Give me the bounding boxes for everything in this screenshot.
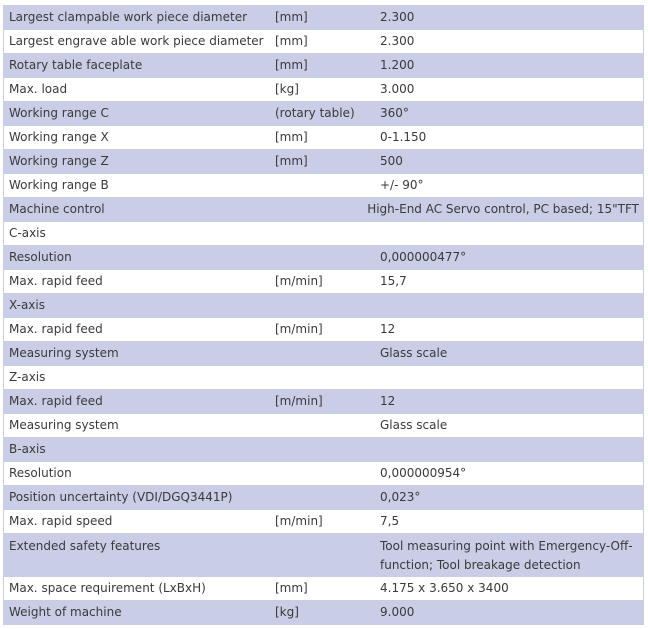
table-row-section-header <box>4 366 643 390</box>
table-row <box>4 534 643 577</box>
spec-label: Working range C <box>9 106 109 120</box>
spec-value: 15,7 <box>380 274 407 288</box>
spec-value: 12 <box>380 394 396 408</box>
table-row <box>4 601 643 625</box>
spec-table <box>3 5 644 625</box>
spec-label: Extended safety features <box>9 539 161 553</box>
spec-label: Largest clampable work piece diameter <box>9 10 248 24</box>
spec-unit: [kg] <box>275 82 299 96</box>
spec-label: Max. rapid feed <box>9 394 103 408</box>
table-row <box>4 54 643 78</box>
spec-label: Working range B <box>9 178 109 192</box>
spec-label: Max. rapid feed <box>9 274 103 288</box>
spec-label: C-axis <box>9 226 46 240</box>
spec-value: High-End AC Servo control, PC based; 15"TFT <box>367 202 639 216</box>
spec-unit: [kg] <box>275 605 299 619</box>
table-row <box>4 174 643 198</box>
spec-unit: [mm] <box>275 130 308 144</box>
spec-label: Max. rapid speed <box>9 514 113 528</box>
spec-label: B-axis <box>9 442 46 456</box>
spec-label: Largest engrave able work piece diameter <box>9 34 264 48</box>
spec-unit: [m/min] <box>275 274 323 288</box>
spec-value: Glass scale <box>380 418 448 432</box>
table-row <box>4 270 643 294</box>
spec-label: Weight of machine <box>9 605 122 619</box>
spec-value: 1.200 <box>380 58 415 72</box>
spec-value: 9.000 <box>380 605 415 619</box>
spec-value: 0,023° <box>380 490 421 504</box>
spec-label: Max. space requirement (LxBxH) <box>9 581 206 595</box>
spec-value: 360° <box>380 106 409 120</box>
spec-value: 500 <box>380 154 403 168</box>
table-row <box>4 390 643 414</box>
spec-unit: [mm] <box>275 34 308 48</box>
spec-value: 2.300 <box>380 10 415 24</box>
spec-value: Tool measuring point with Emergency-Off-function; Tool breakage detection <box>380 539 633 572</box>
spec-label: Measuring system <box>9 346 119 360</box>
table-row <box>4 126 643 150</box>
spec-label: Rotary table faceplate <box>9 58 143 72</box>
table-row-section-header <box>4 294 643 318</box>
spec-value: 3.000 <box>380 82 415 96</box>
spec-label: Position uncertainty (VDI/DGQ3441P) <box>9 490 233 504</box>
table-row <box>4 414 643 438</box>
table-row <box>4 486 643 510</box>
spec-value: 0,000000477° <box>380 250 467 264</box>
table-row <box>4 6 643 30</box>
table-row <box>4 78 643 102</box>
table-row <box>4 577 643 601</box>
table-row <box>4 462 643 486</box>
spec-unit: (rotary table) <box>275 106 355 120</box>
table-row <box>4 198 643 222</box>
spec-label: Machine control <box>9 202 105 216</box>
spec-unit: [m/min] <box>275 322 323 336</box>
spec-label: Max. rapid feed <box>9 322 103 336</box>
spec-value: 0-1.150 <box>380 130 427 144</box>
spec-unit: [mm] <box>275 581 308 595</box>
table-row <box>4 318 643 342</box>
spec-unit: [m/min] <box>275 514 323 528</box>
spec-label: Working range Z <box>9 154 109 168</box>
spec-label: Z-axis <box>9 370 46 384</box>
spec-value: +/- 90° <box>380 178 424 192</box>
table-row-section-header <box>4 438 643 462</box>
spec-value: 0,000000954° <box>380 466 467 480</box>
table-row <box>4 150 643 174</box>
table-row-section-header <box>4 222 643 246</box>
spec-value: 2.300 <box>380 34 415 48</box>
table-row <box>4 102 643 126</box>
table-row <box>4 510 643 534</box>
spec-unit: [mm] <box>275 10 308 24</box>
spec-label: Resolution <box>9 250 72 264</box>
spec-label: Working range X <box>9 130 109 144</box>
spec-label: Measuring system <box>9 418 119 432</box>
spec-value: 12 <box>380 322 396 336</box>
spec-unit: [mm] <box>275 58 308 72</box>
spec-value: 4.175 x 3.650 x 3400 <box>380 581 509 595</box>
spec-label: X-axis <box>9 298 45 312</box>
spec-unit: [mm] <box>275 154 308 168</box>
table-row <box>4 246 643 270</box>
table-row <box>4 342 643 366</box>
spec-unit: [m/min] <box>275 394 323 408</box>
spec-value: 7,5 <box>380 514 400 528</box>
table-row <box>4 30 643 54</box>
spec-value: Glass scale <box>380 346 448 360</box>
spec-label: Resolution <box>9 466 72 480</box>
spec-label: Max. load <box>9 82 68 96</box>
